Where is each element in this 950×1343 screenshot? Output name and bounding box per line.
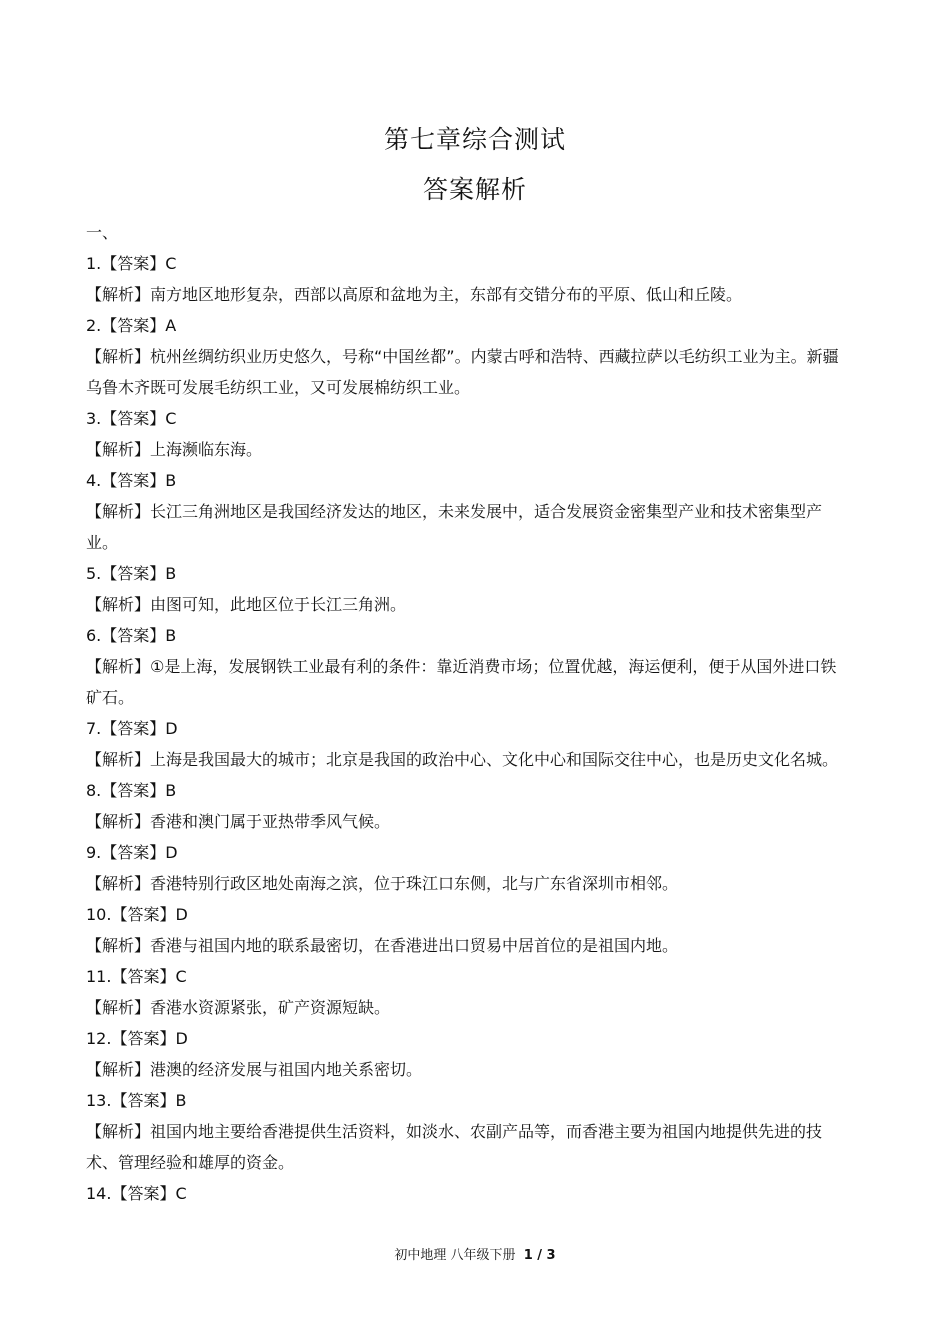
explanation-line: 【解析】南方地区地形复杂，西部以高原和盆地为主，东部有交错分布的平原、低山和丘陵。 xyxy=(86,285,743,304)
answer-list xyxy=(86,217,846,1209)
answer-line: 7.【答案】D xyxy=(86,719,178,738)
answer-line: 8.【答案】B xyxy=(86,781,177,800)
explanation-line: 【解析】上海濒临东海。 xyxy=(86,440,263,459)
explanation-line: 【解析】香港特别行政区地处南海之滨，位于珠江口东侧，北与广东省深圳市相邻。 xyxy=(86,874,679,893)
page-number: 1 / 3 xyxy=(523,1248,556,1263)
answer-line: 12.【答案】D xyxy=(86,1029,188,1048)
answer-line: 4.【答案】B xyxy=(86,471,177,490)
answer-line: 10.【答案】D xyxy=(86,905,188,924)
explanation-line: 【解析】杭州丝绸纺织业历史悠久，号称“中国丝都”。内蒙古呼和浩特、西藏拉萨以毛纺织工业为主。新疆乌鲁木齐既可发展毛纺织工业，又可发展棉纺织工业。 xyxy=(86,347,839,397)
explanation-line: 【解析】由图可知，此地区位于长江三角洲。 xyxy=(86,595,407,614)
explanation-line: 【解析】香港和澳门属于亚热带季风气候。 xyxy=(86,812,391,831)
answer-line: 13.【答案】B xyxy=(86,1091,187,1110)
answer-line: 2.【答案】A xyxy=(86,316,177,335)
answer-line: 14.【答案】C xyxy=(86,1184,187,1203)
answer-line: 1.【答案】C xyxy=(86,254,177,273)
footer-text: 初中地理 八年级下册 xyxy=(394,1248,516,1263)
page-footer xyxy=(0,1244,950,1263)
explanation-line: 【解析】上海是我国最大的城市；北京是我国的政治中心、文化中心和国际交往中心，也是历史文化名城。 xyxy=(86,750,839,769)
answer-line: 6.【答案】B xyxy=(86,626,177,645)
explanation-line: 【解析】①是上海，发展钢铁工业最有利的条件：靠近消费市场；位置优越，海运便利，便于从国外进口铁矿石。 xyxy=(86,657,837,707)
answer-line: 9.【答案】D xyxy=(86,843,178,862)
explanation-line: 【解析】祖国内地主要给香港提供生活资料，如淡水、农副产品等，而香港主要为祖国内地提供先进的技术、管理经验和雄厚的资金。 xyxy=(86,1122,823,1172)
explanation-line: 【解析】港澳的经济发展与祖国内地关系密切。 xyxy=(86,1060,423,1079)
document-subtitle: 答案解析 xyxy=(422,175,527,204)
explanation-line: 【解析】香港与祖国内地的联系最密切，在香港进出口贸易中居首位的是祖国内地。 xyxy=(86,936,679,955)
answer-line: 11.【答案】C xyxy=(86,967,187,986)
explanation-line: 【解析】长江三角洲地区是我国经济发达的地区，未来发展中，适合发展资金密集型产业和技术密集型产业。 xyxy=(86,502,823,552)
section-heading: 一、 xyxy=(86,223,119,242)
document-title: 第七章综合测试 xyxy=(383,125,566,154)
answer-line: 5.【答案】B xyxy=(86,564,177,583)
answer-line: 3.【答案】C xyxy=(86,409,177,428)
explanation-line: 【解析】香港水资源紧张，矿产资源短缺。 xyxy=(86,998,391,1017)
